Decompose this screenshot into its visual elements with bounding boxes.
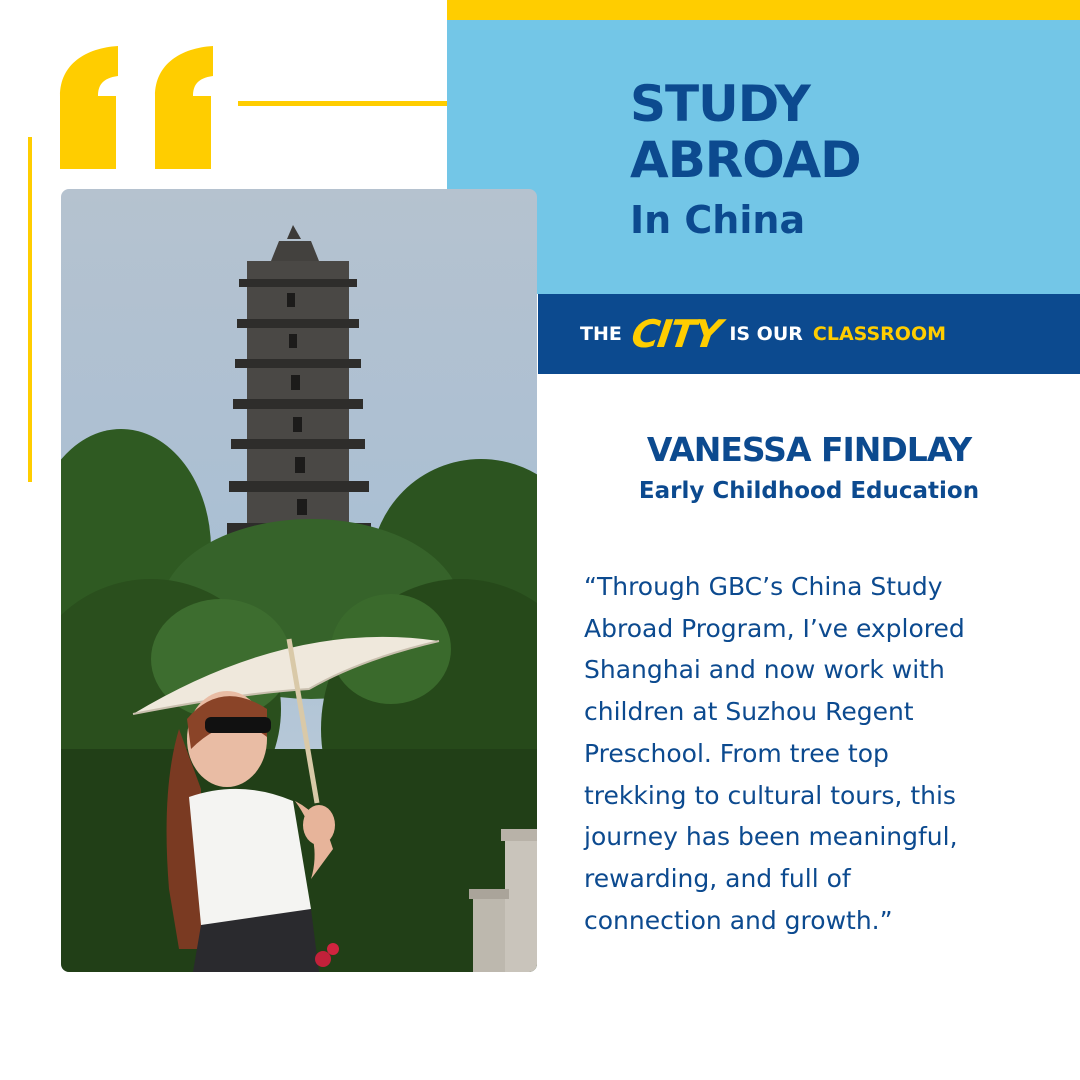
testimonial-quote: “Through GBC’s China Study Abroad Program, I’ve explored Shanghai and now work with children at Suzhou Regent Preschool. From tree top trekking to cultural tours, this journey has been meaningful, rewarding, and full of connection and growth.” — [584, 572, 965, 935]
student-name: VANESSA FINDLAY — [646, 430, 972, 469]
student-photo — [61, 189, 537, 972]
top-accent-stripe — [447, 0, 1080, 20]
tagline — [580, 294, 946, 374]
student-program: Early Childhood Education — [638, 478, 980, 504]
title-panel — [447, 20, 1080, 294]
page-title-line-1: STUDY — [630, 75, 810, 133]
side-accent-line — [28, 137, 32, 482]
tagline-word-classroom: CLASSROOM — [812, 323, 947, 345]
page-subtitle: In China — [630, 198, 806, 242]
tagline-word-is-our: IS OUR — [729, 323, 803, 345]
quote-icon — [58, 44, 218, 174]
photo-illustration — [61, 189, 537, 972]
tagline-banner — [538, 294, 1080, 374]
page-title-line-2: ABROAD — [630, 131, 861, 189]
tagline-word-the: THE — [580, 323, 622, 345]
tagline-word-city: CITY — [628, 312, 723, 356]
